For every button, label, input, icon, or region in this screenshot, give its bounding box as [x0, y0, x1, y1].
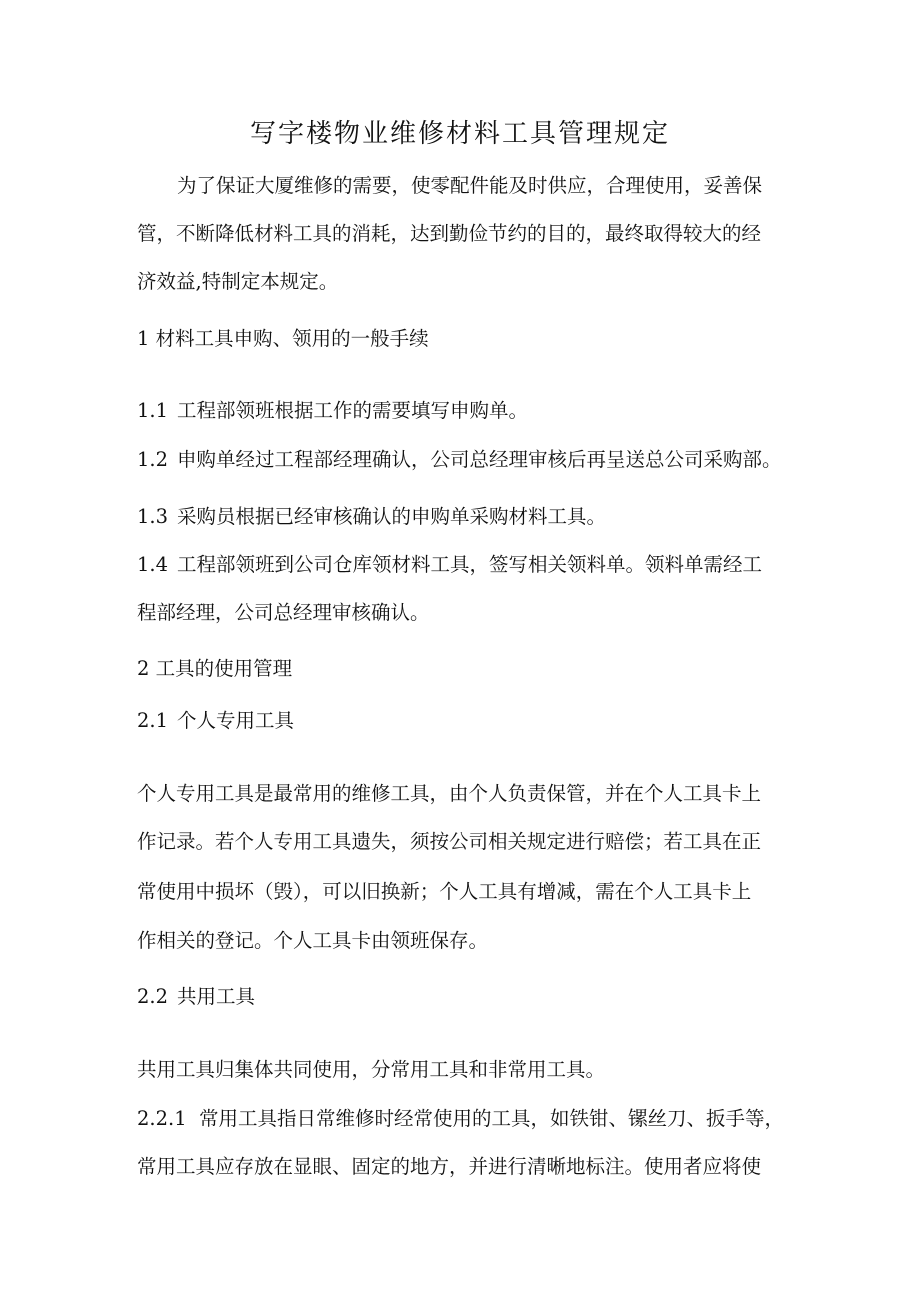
item-1-3: [137, 502, 606, 532]
item-text: 采购员根据已经审核确认的申购单采购材料工具。: [177, 505, 607, 528]
item-number: 1.1: [137, 399, 169, 422]
document-title: 写字楼物业维修材料工具管理规定: [249, 119, 670, 149]
sub-number: 2.1: [137, 709, 169, 732]
sub-2-1-line-2: 作记录。若个人专用工具遗失，须按公司相关规定进行赔偿；若工具在正: [137, 830, 762, 853]
sub-2-2-paragraph: 共用工具归集体共同使用，分常用工具和非常用工具。: [137, 1058, 606, 1081]
item-text: 工程部领班到公司仓库领材料工具，签写相关领料单。领料单需经工: [177, 553, 763, 576]
intro-line-1: 为了保证大厦维修的需要，使零配件能及时供应，合理使用，妥善保: [177, 174, 763, 197]
sub-number: 2.2: [137, 985, 169, 1008]
sub-2-1-heading: [137, 706, 294, 736]
item-1-4: [137, 550, 762, 580]
item-number: 1.2: [137, 448, 169, 471]
item-number: 1.3: [137, 505, 169, 528]
item-number: 1.4: [137, 553, 169, 576]
item-text: 工程部领班根据工作的需要填写申购单。: [177, 399, 529, 422]
section-2-heading: 2 工具的使用管理: [137, 657, 293, 680]
item-1-1: [137, 396, 528, 426]
sub-2-1-line-1: 个人专用工具是最常用的维修工具，由个人负责保管，并在个人工具卡上: [137, 782, 762, 805]
section-1-heading: 1 材料工具申购、领用的一般手续: [137, 327, 429, 350]
sub-2-2-heading: [137, 982, 255, 1012]
sub-title: 个人专用工具: [177, 709, 295, 732]
sub-title: 共用工具: [177, 985, 256, 1008]
item-2-2-1: [137, 1104, 784, 1134]
sub-2-1-line-3: 常使用中损坏（毁），可以旧换新；个人工具有增减，需在个人工具卡上: [137, 880, 752, 903]
item-number: 2.2.1: [137, 1107, 187, 1130]
item-text: 常用工具指日常维修时经常使用的工具，如铁钳、镙丝刀、扳手等，: [199, 1107, 785, 1130]
item-1-4-cont: 程部经理，公司总经理审核确认。: [137, 601, 430, 624]
item-1-2: [137, 445, 782, 475]
item-2-2-1-cont: 常用工具应存放在显眼、固定的地方，并进行清晰地标注。使用者应将使: [137, 1155, 762, 1178]
sub-2-1-line-4: 作相关的登记。个人工具卡由领班保存。: [137, 929, 489, 952]
intro-line-3: 济效益,特制定本规定。: [137, 270, 339, 293]
item-text: 申购单经过工程部经理确认，公司总经理审核后再呈送总公司采购部。: [177, 448, 782, 471]
intro-line-2: 管，不断降低材料工具的消耗，达到勤俭节约的目的，最终取得较大的经: [137, 222, 762, 245]
